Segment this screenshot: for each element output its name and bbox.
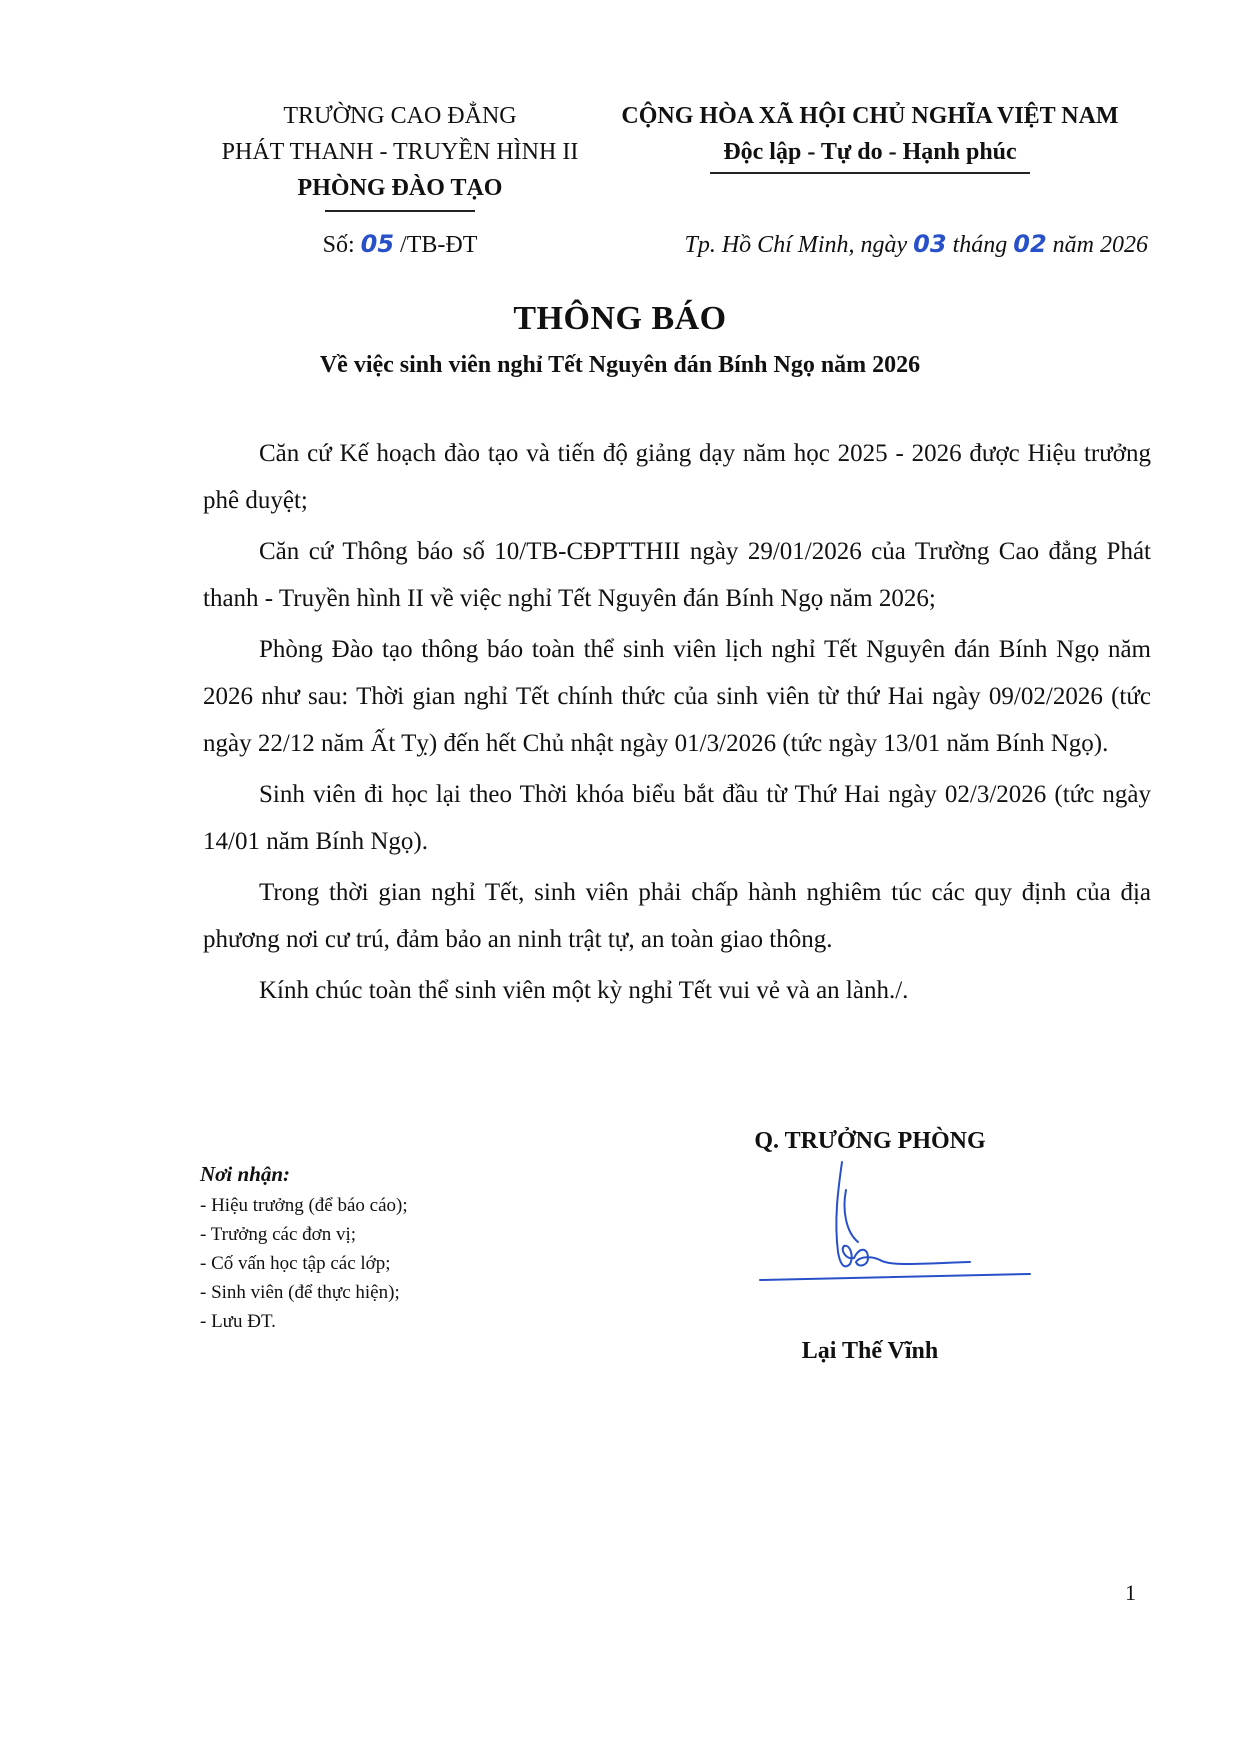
body-paragraph-5: Trong thời gian nghỉ Tết, sinh viên phải chấp hành nghiêm túc các quy định của địa phương nơi cư trú, đảm bảo an ninh trật tự, an toàn giao thông.: [203, 879, 1151, 953]
doc-number-handwritten: 05: [360, 230, 395, 258]
org-line-2: PHÁT THANH - TRUYỀN HÌNH II: [221, 139, 579, 165]
doc-number-suffix: /TB-ĐT: [394, 232, 478, 258]
signer-title: Q. TRƯỞNG PHÒNG: [754, 1128, 986, 1154]
date-prefix: Tp. Hồ Chí Minh, ngày: [684, 232, 914, 258]
date-month-handwritten: 02: [1013, 230, 1047, 258]
recipient-item: - Lưu ĐT.: [200, 1311, 276, 1332]
recipients-title: Nơi nhận:: [200, 1162, 291, 1186]
organization-header: [180, 98, 620, 212]
doc-number-prefix: Số:: [322, 232, 361, 258]
motto-underline: [710, 172, 1030, 174]
document-subtitle: Về việc sinh viên nghỉ Tết Nguyên đán Bính Ngọ năm 2026: [319, 352, 921, 378]
nation-line-1: CỘNG HÒA XÃ HỘI CHỦ NGHĨA VIỆT NAM: [621, 103, 1119, 129]
org-underline: [325, 210, 475, 212]
national-header: [590, 98, 1150, 174]
document-date: [590, 226, 1150, 263]
document-number: [180, 226, 620, 263]
org-department: PHÒNG ĐÀO TẠO: [297, 175, 503, 201]
signature-ink: [760, 1162, 1030, 1280]
recipient-item: - Trưởng các đơn vị;: [200, 1224, 356, 1245]
date-day-handwritten: 03: [913, 230, 947, 258]
recipient-item: - Sinh viên (để thực hiện);: [200, 1282, 400, 1303]
body-paragraph-6: Kính chúc toàn thể sinh viên một kỳ nghỉ Tết vui vẻ và an lành./.: [259, 977, 909, 1004]
org-line-1: TRƯỜNG CAO ĐẲNG: [283, 103, 517, 129]
nation-motto: Độc lập - Tự do - Hạnh phúc: [723, 139, 1017, 165]
document-body: [203, 430, 1151, 1018]
body-paragraph-4: Sinh viên đi học lại theo Thời khóa biểu bắt đầu từ Thứ Hai ngày 02/3/2026 (tức ngày 14/01 năm Bính Ngọ).: [203, 781, 1151, 855]
date-month-label: tháng: [946, 232, 1014, 258]
page-number: 1: [1125, 1580, 1136, 1605]
handwritten-signature: [750, 1160, 1050, 1300]
recipient-item: - Hiệu trưởng (để báo cáo);: [200, 1195, 408, 1216]
body-paragraph-2: Căn cứ Thông báo số 10/TB-CĐPTTHII ngày 29/01/2026 của Trường Cao đẳng Phát thanh - Truyền hình II về việc nghỉ Tết Nguyên đán Bính Ngọ năm 2026;: [203, 538, 1151, 612]
recipient-item: - Cố vấn học tập các lớp;: [200, 1253, 391, 1274]
body-paragraph-3: Phòng Đào tạo thông báo toàn thể sinh viên lịch nghỉ Tết Nguyên đán Bính Ngọ năm 2026 như sau: Thời gian nghỉ Tết chính thức của sinh viên từ thứ Hai ngày 09/02/2026 (tức ngày 22/12 năm Ất Tỵ) đến hết Chủ nhật ngày 01/3/2026 (tức ngày 13/01 năm Bính Ngọ).: [203, 636, 1151, 757]
date-year-label: năm 2026: [1046, 232, 1148, 258]
body-paragraph-1: Căn cứ Kế hoạch đào tạo và tiến độ giảng dạy năm học 2025 - 2026 được Hiệu trưởng phê duyệt;: [203, 440, 1151, 514]
recipients-block: [200, 1160, 620, 1336]
document-title: THÔNG BÁO: [513, 300, 727, 337]
signer-name: Lại Thế Vĩnh: [801, 1338, 939, 1364]
